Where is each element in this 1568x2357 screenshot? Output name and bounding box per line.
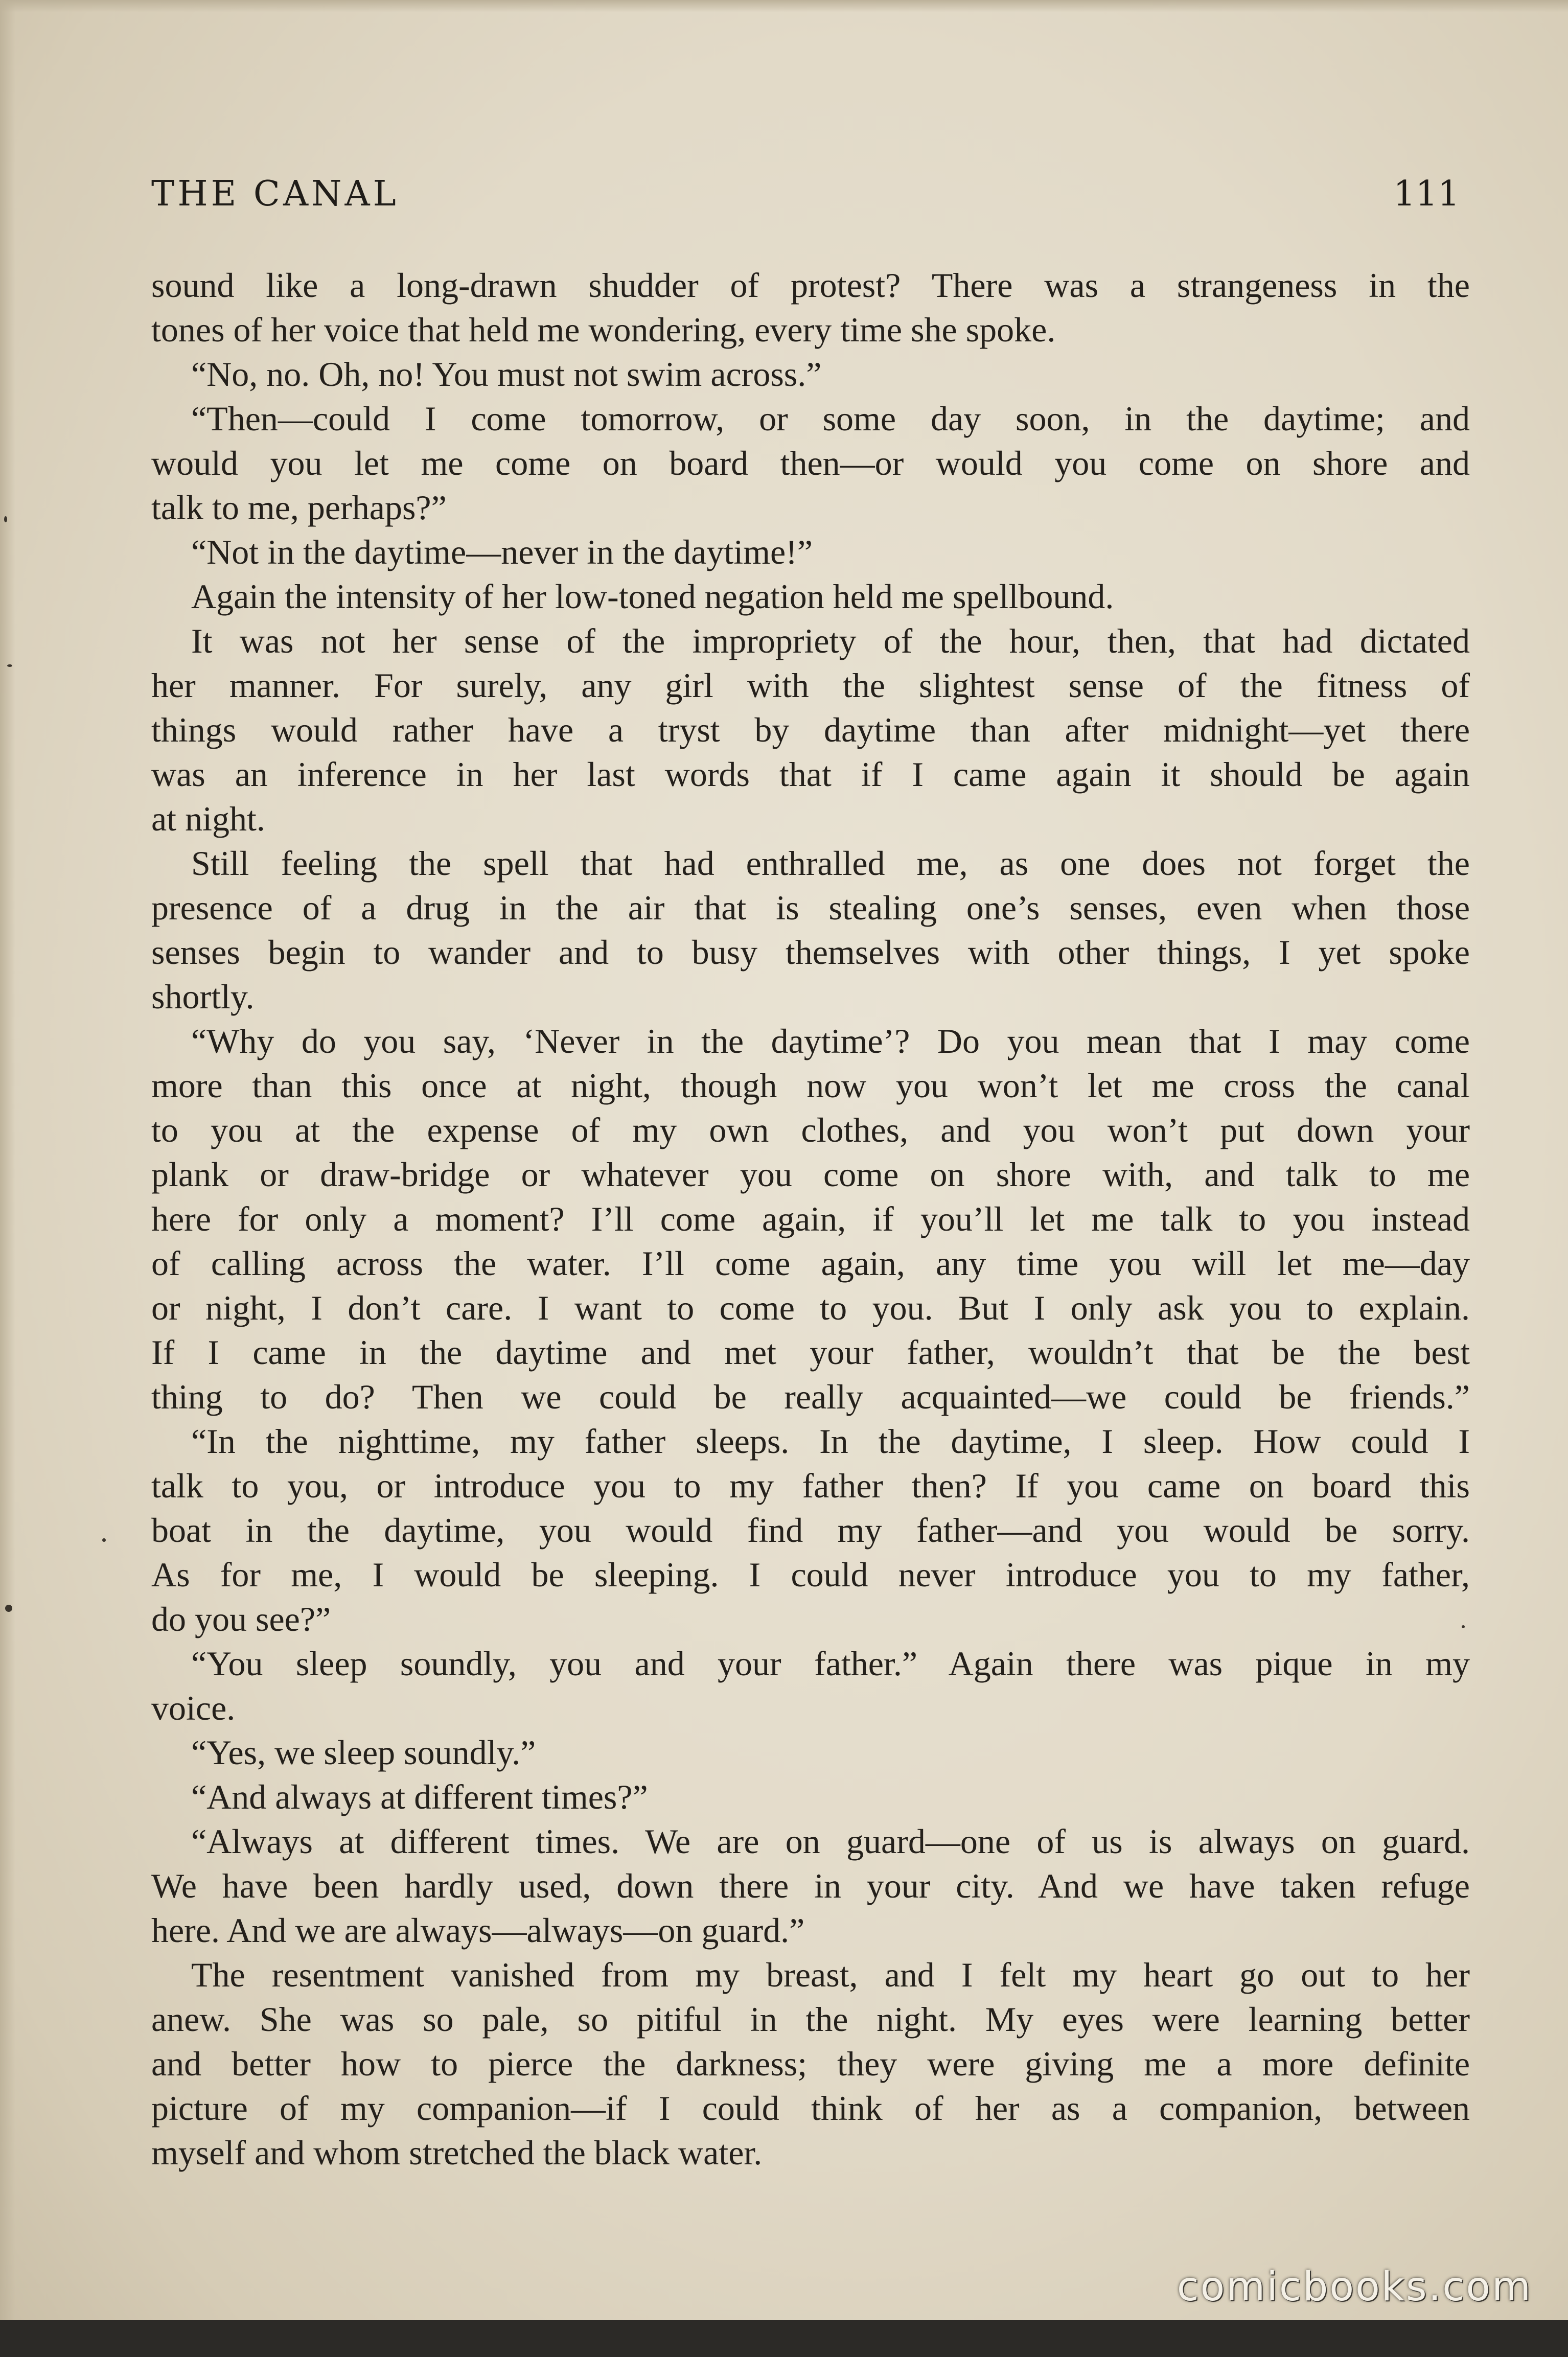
body-text — [151, 263, 1470, 2175]
text-line: plank or draw-bridge or whatever you come on shore with, and talk to me — [151, 1155, 1470, 1194]
text-line: would you let me come on board then—or would you come on shore and — [151, 444, 1470, 482]
ink-speck — [1462, 1625, 1465, 1628]
text-line: voice. — [151, 1689, 236, 1727]
text-line: anew. She was so pale, so pitiful in the night. My eyes were learning better — [151, 2000, 1470, 2039]
ink-speck — [102, 1538, 106, 1542]
page-number: 111 — [1393, 174, 1460, 214]
page-edge-shadow-top — [0, 0, 1568, 12]
text-line: myself and whom stretched the black water. — [151, 2133, 763, 2172]
text-line: We have been hardly used, down there in your city. And we have taken refuge — [151, 1866, 1470, 1905]
text-line: more than this once at night, though now you won’t let me cross the canal — [151, 1066, 1470, 1105]
text-line: sound like a long-drawn shudder of protest? There was a strangeness in the — [151, 266, 1470, 305]
text-line: do you see?” — [151, 1600, 331, 1638]
text-line: “In the nighttime, my father sleeps. In the daytime, I sleep. How could I — [191, 1422, 1470, 1461]
text-line: “And always at different times?” — [191, 1777, 648, 1816]
chapter-title: THE CANAL — [151, 174, 399, 214]
text-line: or night, I don’t care. I want to come to you. But I only ask you to explain. — [151, 1288, 1470, 1327]
page-edge-shadow-left — [0, 0, 15, 2357]
text-line: talk to me, perhaps?” — [151, 488, 447, 527]
text-line: “Not in the daytime—never in the daytime!” — [191, 533, 813, 571]
text-line: tones of her voice that held me wondering, every time she spoke. — [151, 310, 1056, 349]
text-line: talk to you, or introduce you to my father then? If you came on board this — [151, 1466, 1470, 1505]
ink-speck — [4, 516, 7, 522]
text-line: shortly. — [151, 977, 255, 1016]
text-line: picture of my companion—if I could think of her as a companion, between — [151, 2089, 1470, 2128]
text-line: Still feeling the spell that had enthralled me, as one does not forget the — [191, 844, 1470, 883]
text-line: and better how to pierce the darkness; they were giving me a more definite — [151, 2044, 1470, 2083]
text-line: “Why do you say, ‘Never in the daytime’? Do you mean that I may come — [191, 1022, 1470, 1060]
text-line: of calling across the water. I’ll come again, any time you will let me—day — [151, 1244, 1470, 1283]
text-line: here for only a moment? I’ll come again, if you’ll let me talk to you instead — [151, 1199, 1470, 1238]
text-line: As for me, I would be sleeping. I could never introduce you to my father, — [151, 1555, 1470, 1594]
running-head — [151, 174, 1460, 225]
text-line: Again the intensity of her low-toned negation held me spellbound. — [191, 577, 1114, 616]
text-line: If I came in the daytime and met your father, wouldn’t that be the best — [151, 1333, 1470, 1372]
watermark: comicbooks.com — [1177, 2264, 1532, 2310]
text-line: It was not her sense of the impropriety of the hour, then, that had dictated — [191, 621, 1470, 660]
text-line: thing to do? Then we could be really acquainted—we could be friends.” — [151, 1377, 1470, 1416]
text-line: her manner. For surely, any girl with the slightest sense of the fitness of — [151, 666, 1470, 705]
text-line: at night. — [151, 799, 265, 838]
text-line: presence of a drug in the air that is stealing one’s senses, even when those — [151, 888, 1470, 927]
text-line: to you at the expense of my own clothes, and you won’t put down your — [151, 1111, 1470, 1149]
scan-bottom-edge — [0, 2320, 1568, 2357]
text-line: things would rather have a tryst by daytime than after midnight—yet there — [151, 710, 1470, 749]
text-line: “You sleep soundly, you and your father.” Again there was pique in my — [191, 1644, 1470, 1683]
text-line: The resentment vanished from my breast, and I felt my heart go out to her — [191, 1955, 1470, 1994]
text-line: was an inference in her last words that if I came again it should be again — [151, 755, 1470, 794]
text-line: “No, no. Oh, no! You must not swim across.” — [191, 355, 822, 394]
text-line: boat in the daytime, you would find my father—and you would be sorry. — [151, 1511, 1470, 1550]
text-line: “Yes, we sleep soundly.” — [191, 1733, 536, 1772]
ink-speck — [5, 1605, 12, 1612]
text-line: “Always at different times. We are on guard—one of us is always on guard. — [191, 1822, 1470, 1861]
text-line: “Then—could I come tomorrow, or some day soon, in the daytime; and — [191, 399, 1470, 438]
text-line: senses begin to wander and to busy themselves with other things, I yet spoke — [151, 933, 1470, 972]
ink-speck — [7, 664, 12, 667]
text-line: here. And we are always—always—on guard.” — [151, 1911, 805, 1950]
